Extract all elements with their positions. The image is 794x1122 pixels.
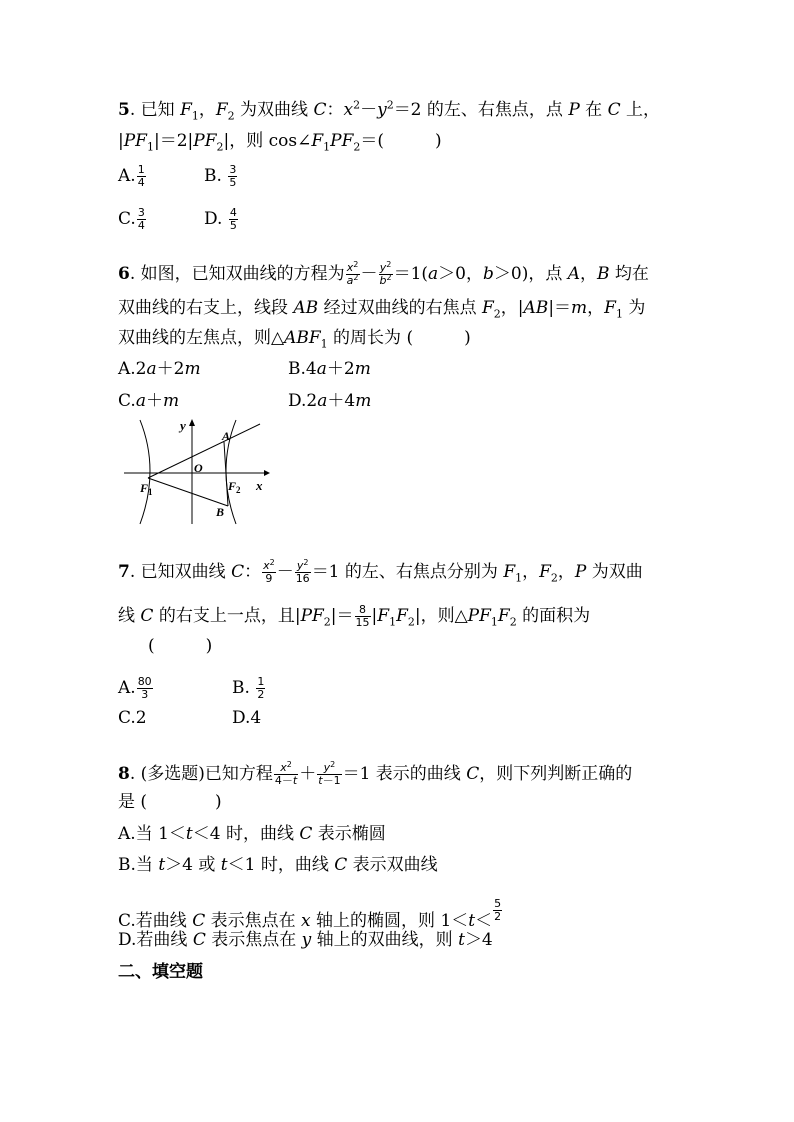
q6-option-d[interactable]: D.2a＋4m — [288, 391, 372, 411]
label-b: B — [216, 505, 225, 519]
q8-option-c[interactable]: C.若曲线 C 表示焦点在 x 轴上的椭圆，则 1＜t＜ $\frac{5}{2}$ — [118, 897, 502, 931]
q7-line-3: ( ) — [148, 636, 213, 656]
label-o: O — [194, 461, 203, 475]
q8-option-a[interactable]: A.当 1＜t＜4 时，曲线 C 表示椭圆 — [118, 824, 386, 844]
q5-text-1: . 已知 $F_1$，$F_2$ 为双曲线 C：$x^2-y^2=2$ 的左、右焦点，点 P 在 C 上， — [129, 98, 660, 123]
q5-option-b[interactable]: B. $\frac{3}{5}$ — [204, 163, 237, 189]
q7-number: 7 — [118, 562, 130, 582]
label-y: y — [180, 418, 186, 433]
x-axis-arrow — [264, 470, 270, 476]
q5-option-a[interactable]: A. $\frac{1}{4}$ — [118, 163, 145, 189]
label-a: A — [222, 429, 231, 443]
q7-fraction-y: $\frac{y^2}{16}$ — [295, 558, 310, 585]
q6-hyperbola-figure — [120, 418, 270, 526]
q7-fraction-x: $\frac{x^2}{9}$ — [263, 558, 275, 585]
q8-optc-fraction: $\frac{5}{2}$ — [494, 897, 502, 923]
q6-option-a[interactable]: A.2a＋2m — [118, 359, 201, 379]
q5-options-row-2 — [118, 206, 237, 232]
q6-fraction-x: $\frac{x^2}{a^2}$ — [346, 260, 359, 287]
q5-line-1 — [118, 98, 660, 123]
q8-fraction-x: $\frac{x^2}{4-t}$ — [274, 760, 298, 787]
q7-option-b[interactable]: B. $\frac{1}{2}$ — [232, 675, 265, 701]
q6-line-2: 双曲线的右支上，线段 AB 经过双曲线的右焦点 $F_2$，|AB|＝m，$F_1$ 为 — [118, 298, 646, 321]
q5-number: 5 — [118, 100, 130, 120]
q8-fraction-y: $\frac{y^2}{t-1}$ — [318, 760, 341, 787]
q7-option-a[interactable]: A. $\frac{80}{3}$ — [118, 675, 152, 701]
q6-line-3: 双曲线的左焦点，则$\triangle ABF_1$ 的周长为 ( ) — [118, 328, 471, 351]
q6-number: 6 — [118, 264, 130, 284]
q7-option-d[interactable]: D.4 — [232, 708, 262, 728]
section-title: 二、填空题 — [118, 962, 203, 982]
q8-number: 8 — [118, 764, 130, 784]
q5-line-2: $|PF_1|=2|PF_2|$，则 $\cos\angle F_1PF_2=$( ) — [118, 131, 442, 154]
label-f2: $F_2$ — [228, 479, 241, 495]
q6-option-b[interactable]: B.4a＋2m — [288, 359, 371, 379]
q7-line-1: 7. 已知双曲线 C： $\frac{x^2}{9}$ － $\frac{y^2}{16}$ ＝1 的左、右焦点分别为 $F_1$，$F_2$，P 为双曲 — [118, 558, 643, 585]
line-f1-a — [148, 424, 260, 478]
q6-option-c[interactable]: C.a＋m — [118, 391, 180, 411]
q8-option-d[interactable]: D.若曲线 C 表示焦点在 y 轴上的双曲线，则 t＞4 — [118, 930, 493, 950]
q8-option-b[interactable]: B.当 t＞4 或 t＜1 时，曲线 C 表示双曲线 — [118, 855, 438, 875]
q7-options-row-1 — [118, 675, 265, 701]
q8-line-2: 是 ( ) — [118, 792, 222, 812]
q5-options-row-1 — [118, 163, 237, 189]
q6-fraction-y: $\frac{y^2}{b^2}$ — [379, 260, 392, 287]
line-f1-b — [148, 478, 228, 506]
label-f1: $F_1$ — [140, 481, 153, 497]
q8-line-1: 8. (多选题)已知方程 $\frac{x^2}{4-t}$ ＋ $\frac{y^2}{t-1}$ ＝1 表示的曲线 C，则下列判断正确的 — [118, 760, 633, 787]
q7-option-c[interactable]: C.2 — [118, 708, 147, 728]
q5-option-d[interactable]: D. $\frac{4}{5}$ — [204, 206, 237, 232]
q5-option-c[interactable]: C. $\frac{3}{4}$ — [118, 206, 145, 232]
q7-line-2: 线 C 的右支上一点，且$|PF_2|=$ $\frac{8}{15}$ $|F_1F_2|$，则$\triangle PF_1F_2$ 的面积为 — [118, 603, 591, 629]
label-x: x — [256, 478, 263, 493]
y-axis-arrow — [189, 419, 195, 426]
q7-fraction-ratio: $\frac{8}{15}$ — [355, 603, 370, 629]
q6-line-1: 6. 如图，已知双曲线的方程为 $\frac{x^2}{a^2}$ － $\frac{y^2}{b^2}$ ＝1(a＞0，b＞0)，点 A，B 均在 — [118, 260, 649, 287]
hyperbola-left-branch — [140, 420, 150, 524]
